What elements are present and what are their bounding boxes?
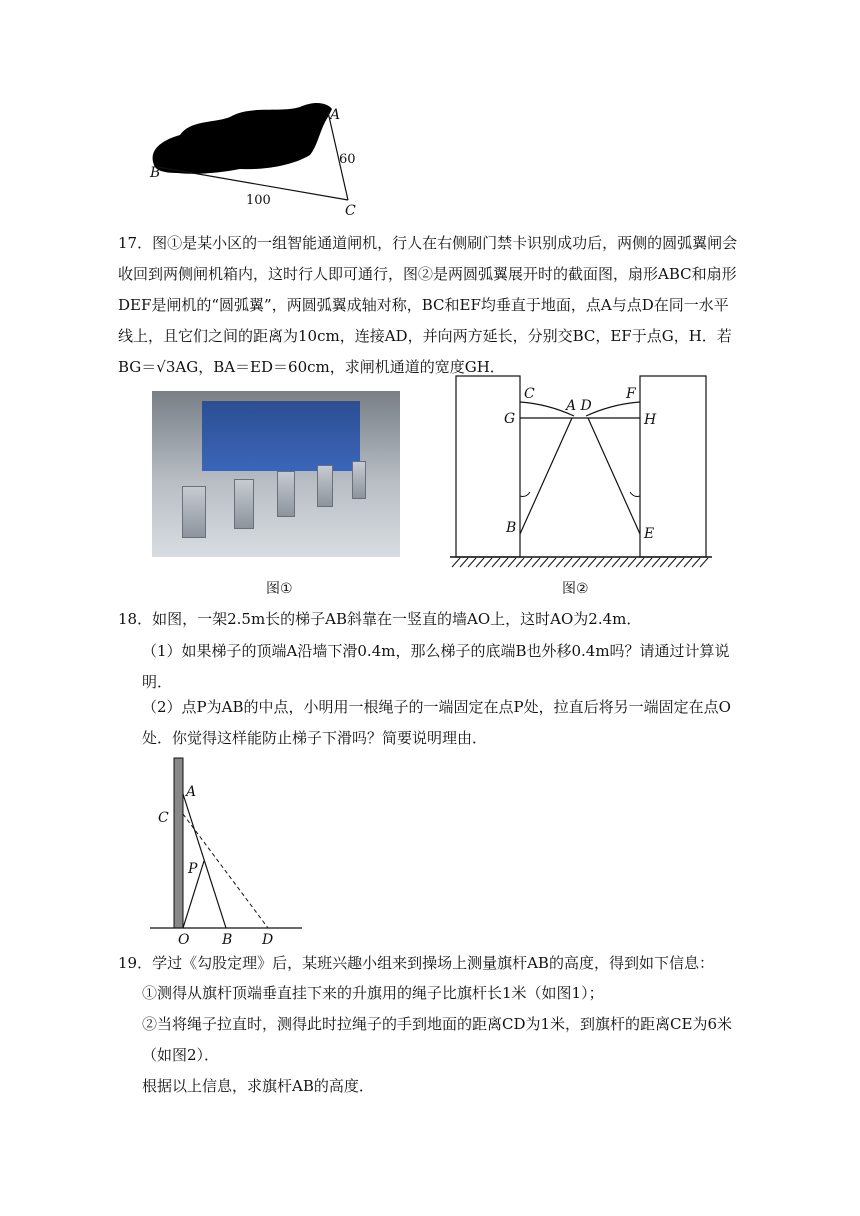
question-17-text: 图①是某小区的一组智能通道闸机，行人在右侧刷门禁卡识别成功后，两侧的圆弧翼闸会收回到两侧闸机箱内，这时行人即可通行，图②是两圆弧翼展开时的截面图，扇形ABC和扇形DEF是闸机的“圆弧翼”，两圆弧翼成轴对称，BC和EF均垂直于地面，点A与点D在同一水平线上，且它们之间的距离为10cm，连接AD，并向两方延长，分别交BC，EF于点G，H．若BG＝√3AG，BA＝ED＝60cm，求闸机通道的宽度GH． bbox=[118, 234, 738, 376]
label-B: B bbox=[506, 520, 517, 536]
segment-BA bbox=[520, 418, 572, 534]
blue-wall bbox=[202, 401, 360, 471]
question-18-text: 如图，一架2.5m长的梯子AB斜靠在一竖直的墙AO上，这时AO为2.4m． bbox=[152, 610, 642, 628]
segment-ED bbox=[588, 418, 640, 534]
wall bbox=[174, 758, 183, 928]
label-P: P bbox=[188, 861, 198, 877]
question-17 bbox=[118, 228, 738, 383]
question-18-part-2: （2）点P为AB的中点，小明用一根绳子的一端固定在点P处，拉直后将另一端固定在点O处．你觉得这样能防止梯子下滑吗？简要说明理由． bbox=[142, 698, 731, 747]
label-A: A bbox=[330, 107, 341, 123]
label-G: G bbox=[504, 411, 516, 427]
figure-2-caption: 图② bbox=[562, 581, 589, 597]
label-E: E bbox=[644, 526, 655, 542]
gate-photo bbox=[152, 391, 400, 557]
label-D: D bbox=[262, 932, 274, 947]
label-A: A bbox=[186, 784, 197, 800]
question-18-number: 18． bbox=[118, 610, 153, 628]
question-18-part-1: （1）如果梯子的顶端A沿墙下滑0.4m，那么梯子的底端B也外移0.4m吗？请通过计算说明． bbox=[142, 642, 730, 691]
label-C: C bbox=[345, 203, 356, 219]
label-B: B bbox=[222, 932, 233, 947]
angle-mark-B bbox=[520, 492, 530, 497]
gate-unit bbox=[182, 486, 206, 538]
question-19 bbox=[118, 948, 738, 979]
question-19-item-1: ①测得从旗杆顶端垂直挂下来的升旗用的绳子比旗杆长1米（如图1）； bbox=[142, 984, 604, 1002]
gate-unit bbox=[352, 461, 366, 499]
figure-16-diagram bbox=[140, 95, 370, 220]
label-O: O bbox=[178, 932, 190, 947]
label-H: H bbox=[644, 412, 657, 428]
length-AC: 60 bbox=[339, 152, 356, 167]
length-BC: 100 bbox=[246, 193, 271, 208]
question-19-item-2: ②当将绳子拉直时，测得此时拉绳子的手到地面的距离CD为1米，到旗杆的距离CE为6米（如图2）． bbox=[142, 1015, 733, 1064]
label-F: F bbox=[626, 386, 636, 402]
angle-mark-E bbox=[630, 492, 640, 497]
label-AD: A D bbox=[566, 398, 592, 414]
label-C: C bbox=[158, 810, 169, 826]
gate-unit bbox=[234, 479, 254, 529]
label-C: C bbox=[524, 386, 535, 402]
question-19-text: 学过《勾股定理》后，某班兴趣小组来到操场上测量旗杆AB的高度，得到如下信息： bbox=[152, 954, 714, 972]
ground-hatching bbox=[452, 558, 708, 567]
gate-unit bbox=[277, 471, 295, 517]
gate-unit bbox=[317, 465, 333, 507]
figure-1-caption: 图① bbox=[266, 581, 293, 597]
question-19-number: 19． bbox=[118, 954, 153, 972]
question-18 bbox=[118, 604, 738, 635]
ladder-diagram bbox=[150, 752, 310, 947]
gate-cross-section-diagram bbox=[448, 374, 718, 574]
label-B: B bbox=[150, 165, 161, 181]
question-19-conclusion: 根据以上信息，求旗杆AB的高度． bbox=[142, 1077, 374, 1095]
arc-FD bbox=[586, 402, 640, 416]
question-17-number: 17． bbox=[118, 234, 153, 252]
ink-blot-shape bbox=[153, 103, 332, 174]
